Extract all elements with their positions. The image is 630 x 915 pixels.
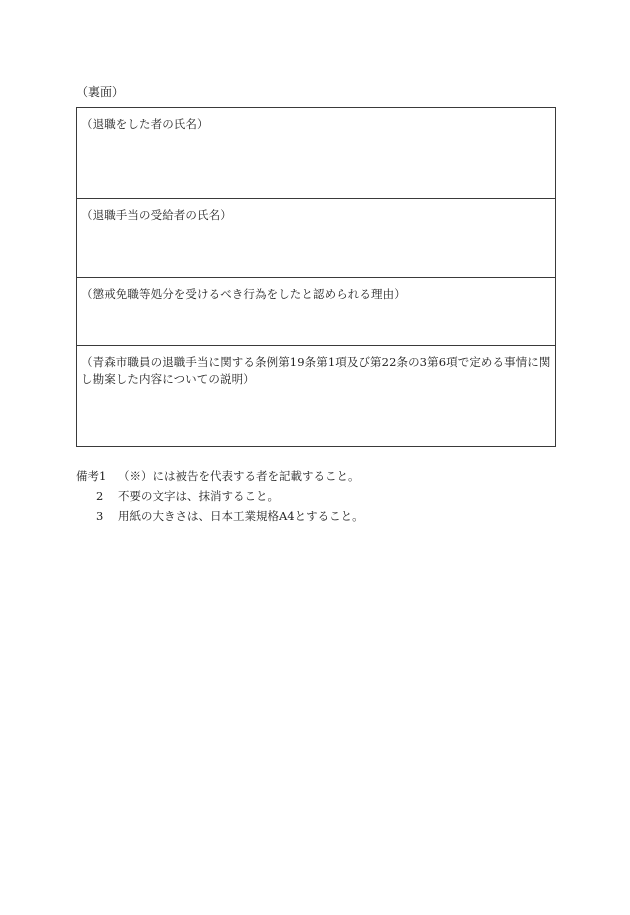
- form-row-disciplinary-reason: [77, 278, 555, 346]
- note-item: [76, 486, 364, 506]
- note-number: 2: [96, 489, 104, 503]
- page-header: （裏面）: [76, 85, 125, 99]
- note-text: （※）には被告を代表する者を記載すること。: [118, 469, 360, 483]
- form-row-recipient-name: [77, 199, 555, 278]
- note-item: [76, 506, 364, 526]
- disciplinary-reason-label: （懲戒免職等処分を受けるべき行為をしたと認められる理由）: [81, 287, 406, 301]
- note-item: [76, 466, 364, 486]
- recipient-name-label: （退職手当の受給者の氏名）: [81, 208, 232, 222]
- note-text: 用紙の大きさは、日本工業規格A4とすること。: [118, 509, 364, 523]
- note-number: 3: [96, 509, 104, 523]
- form-row-circumstances-explanation: [77, 346, 555, 446]
- circumstances-explanation-label: （青森市職員の退職手当に関する条例第19条第1項及び第22条の3第6項で定める事情に関し勘案した内容についての説明）: [81, 355, 551, 386]
- notes-section: [76, 466, 364, 526]
- form-table: [76, 107, 556, 447]
- retiree-name-label: （退職をした者の氏名）: [81, 117, 209, 131]
- form-row-retiree-name: [77, 108, 555, 199]
- note-text: 不要の文字は、抹消すること。: [118, 489, 279, 503]
- note-number: 備考1: [76, 469, 107, 483]
